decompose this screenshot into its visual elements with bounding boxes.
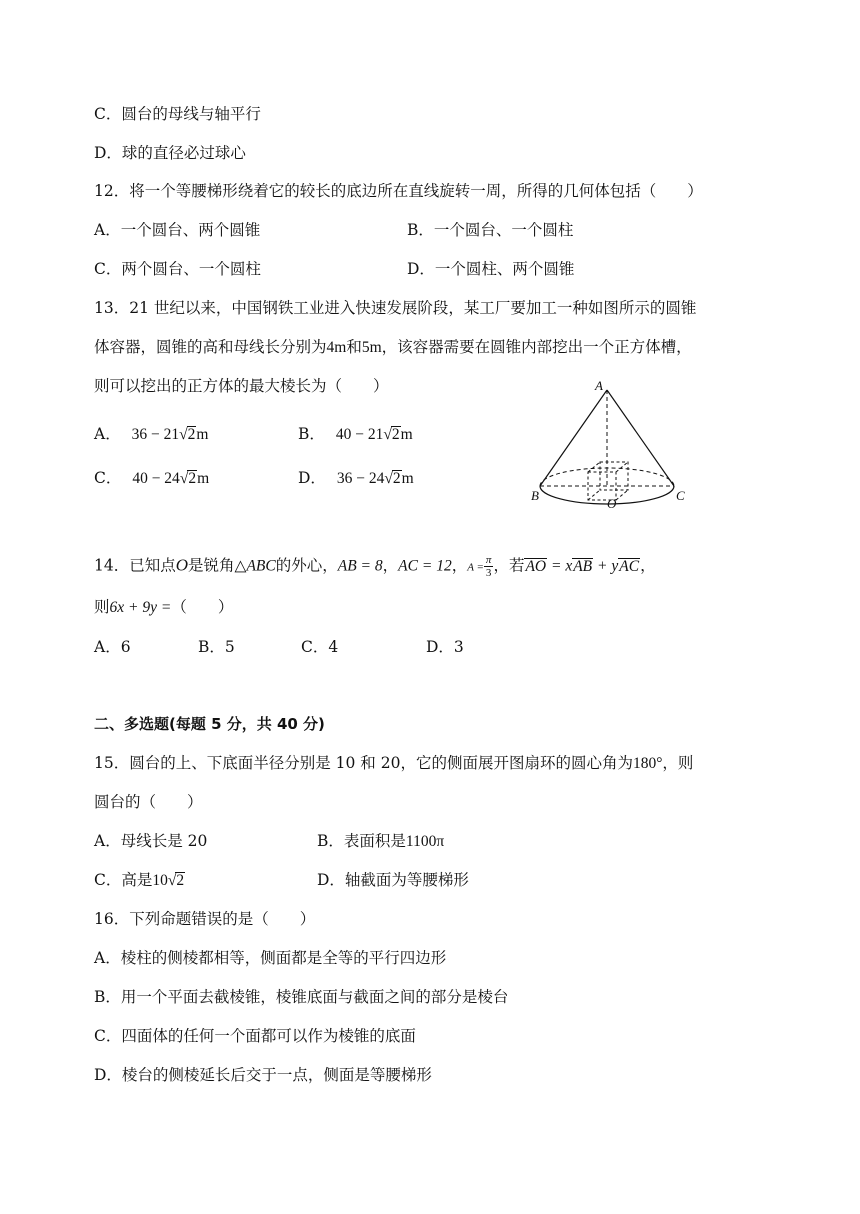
q14-triangle: △ABC bbox=[234, 557, 276, 575]
q14-eq: = x bbox=[547, 557, 573, 575]
q14-line2-b: （ ） bbox=[171, 598, 234, 616]
q13-option-d-radicand: 2 bbox=[392, 470, 401, 487]
q13-stem2-c: ，该容器需要在圆锥内部挖出一个正方体槽， bbox=[381, 338, 692, 356]
q13-height: 4m bbox=[326, 339, 347, 356]
q14-ac: AC = 12 bbox=[398, 557, 452, 575]
q13-option-d-coef: 36 − 24 bbox=[336, 470, 385, 487]
q16-option-a: A．棱柱的侧棱都相等，侧面都是全等的平行四边形 bbox=[94, 949, 447, 967]
q16-stem: 16．下列命题错误的是（ ） bbox=[94, 910, 316, 928]
q14-option-d: D．3 bbox=[426, 638, 464, 656]
section-heading: 二、多选题(每题 5 分，共 40 分) bbox=[94, 715, 325, 733]
q15-option-b bbox=[317, 831, 444, 852]
q14-vector-ao: AO bbox=[525, 557, 547, 575]
q12-option-a: A．一个圆台、两个圆锥 bbox=[94, 221, 261, 239]
q13-option-c-unit: m bbox=[197, 470, 210, 487]
q14-frac-den: 3 bbox=[485, 567, 492, 579]
q14-stem-a: 14．已知点 bbox=[94, 556, 176, 575]
q15-option-b-value: 1100π bbox=[405, 833, 445, 850]
q14-stem-line2 bbox=[94, 597, 233, 618]
cone-label-o: O bbox=[607, 496, 617, 511]
q15-stem-line2: 圆台的（ ） bbox=[94, 793, 203, 811]
q14-frac-num: π bbox=[485, 554, 492, 566]
q16-option-d: D．棱台的侧棱延长后交于一点，侧面是等腰梯形 bbox=[94, 1066, 432, 1084]
q13-option-c-coef: 40 − 24 bbox=[132, 470, 180, 487]
q13-option-b: B． 40 − 21√2m bbox=[298, 425, 413, 443]
q13-option-a-coef: 36 − 21 bbox=[131, 426, 180, 443]
q15-stem-line1 bbox=[94, 753, 693, 774]
cone-label-a: A bbox=[595, 378, 603, 393]
q14-expression: 6x + 9y = bbox=[109, 599, 172, 616]
q13-stem-line2 bbox=[94, 337, 692, 358]
q13-option-a-unit: m bbox=[196, 426, 209, 443]
q12-option-b: B．一个圆台、一个圆柱 bbox=[407, 221, 574, 239]
q14-plus: + y bbox=[593, 557, 619, 575]
q15-option-c-radicand: 2 bbox=[176, 872, 185, 889]
q15-option-c-coef: 10 bbox=[152, 872, 168, 889]
q15-option-c: C．高是10√2 bbox=[94, 871, 185, 889]
q12-option-c: C．两个圆台、一个圆柱 bbox=[94, 260, 261, 278]
q15-stem1-a: 15．圆台的上、下底面半径分别是 10 和 20，它的侧面展开图扇环的圆心角为 bbox=[94, 754, 633, 772]
q13-stem-line1: 13．21 世纪以来，中国钢铁工业进入快速发展阶段，某工厂要加工一种如图所示的圆锥 bbox=[94, 299, 697, 317]
q15-angle: 180° bbox=[632, 755, 663, 772]
q16-option-c: C．四面体的任何一个面都可以作为棱锥的底面 bbox=[94, 1027, 416, 1045]
q13-option-a: A． 36 − 21√2m bbox=[94, 425, 209, 443]
cone-figure bbox=[528, 376, 693, 521]
q13-option-d: D． 36 − 24√2m bbox=[298, 469, 414, 487]
q14-stem-line1 bbox=[94, 554, 656, 579]
q15-option-d: D．轴截面为等腰梯形 bbox=[317, 871, 469, 889]
q14-angle: A = bbox=[467, 561, 484, 574]
q14-stem-b: 是锐角 bbox=[188, 556, 235, 575]
q14-stem-d: ，若 bbox=[493, 556, 525, 575]
q14-ab: AB = 8 bbox=[337, 557, 383, 575]
q14-line2-a: 则 bbox=[94, 598, 110, 616]
q14-option-c: C．4 bbox=[301, 638, 339, 656]
q13-option-b-radicand: 2 bbox=[391, 426, 400, 443]
q15-stem1-b: ，则 bbox=[662, 754, 694, 772]
q13-stem2-a: 体容器，圆锥的高和母线长分别为 bbox=[94, 338, 327, 356]
q16-option-b: B．用一个平面去截棱锥，棱锥底面与截面之间的部分是棱台 bbox=[94, 988, 509, 1006]
q15-option-a: A．母线长是 20 bbox=[94, 832, 208, 850]
q14-option-a: A．6 bbox=[94, 638, 131, 656]
q15-option-b-text: B．表面积是 bbox=[317, 832, 406, 850]
q14-angle-fraction bbox=[484, 554, 494, 579]
q14-point-o: O bbox=[175, 555, 189, 575]
q15-option-c-text: C．高是 bbox=[94, 871, 153, 889]
q13-stem-line3: 则可以挖出的正方体的最大棱长为（ ） bbox=[94, 377, 389, 395]
q13-option-c-radicand: 2 bbox=[188, 470, 197, 487]
q13-option-c-label: C． bbox=[94, 469, 122, 487]
q13-option-a-radicand: 2 bbox=[187, 426, 196, 443]
q13-option-d-unit: m bbox=[401, 470, 414, 487]
q14-vector-ab: AB bbox=[573, 557, 593, 575]
cone-side-left bbox=[540, 390, 607, 486]
q11-option-c: C．圆台的母线与轴平行 bbox=[94, 105, 261, 123]
q13-option-b-coef: 40 − 21 bbox=[335, 426, 384, 443]
cone-label-b: B bbox=[531, 488, 539, 503]
q14-vector-ac: AC bbox=[619, 557, 640, 575]
q13-stem2-b: 和 bbox=[346, 338, 362, 356]
q14-comma1: ， bbox=[382, 556, 399, 575]
q13-option-a-label: A． bbox=[94, 425, 121, 443]
q13-option-b-unit: m bbox=[400, 426, 413, 443]
cone-label-c: C bbox=[676, 488, 685, 503]
q11-option-d: D．球的直径必过球心 bbox=[94, 144, 246, 162]
q14-comma3: ， bbox=[640, 556, 656, 575]
q12-stem: 12．将一个等腰梯形绕着它的较长的底边所在直线旋转一周，所得的几何体包括（ ） bbox=[94, 182, 703, 200]
q13-option-d-label: D． bbox=[298, 469, 326, 487]
q14-comma2: ， bbox=[451, 556, 468, 575]
q13-option-b-label: B． bbox=[298, 425, 325, 443]
q14-option-b: B．5 bbox=[198, 638, 235, 656]
q12-option-d: D．一个圆柱、两个圆锥 bbox=[407, 260, 575, 278]
q13-option-c: C． 40 − 24√2m bbox=[94, 469, 210, 487]
q13-slant: 5m bbox=[361, 339, 382, 356]
q14-stem-c: 的外心， bbox=[275, 556, 338, 575]
